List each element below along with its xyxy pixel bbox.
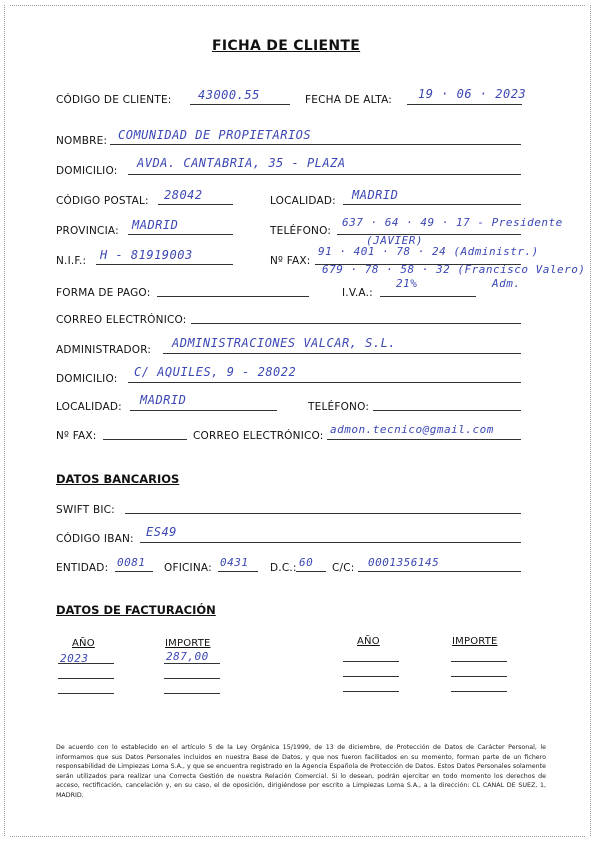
codigo-postal-value[interactable]: 28042: [164, 188, 203, 202]
nombre-value[interactable]: COMUNIDAD DE PROPIETARIOS: [118, 128, 312, 142]
nif-line: [96, 264, 233, 265]
swift-line: [125, 513, 521, 514]
page-title: FICHA DE CLIENTE: [212, 38, 361, 54]
fecha-alta-line: [407, 104, 522, 105]
fecha-alta-label: FECHA DE ALTA:: [305, 94, 392, 106]
fax-value[interactable]: 91 · 401 · 78 · 24 (Administr.): [318, 245, 539, 258]
domicilio-label: DOMICILIO:: [56, 165, 118, 177]
administrador-line: [163, 353, 521, 354]
col-importe-left: IMPORTE: [165, 638, 211, 649]
fact-line: [451, 661, 507, 662]
dc-label: D.C.:: [270, 562, 297, 574]
codigo-postal-line: [158, 204, 233, 205]
codigo-cliente-value[interactable]: 43000.55: [198, 88, 260, 102]
provincia-label: PROVINCIA:: [56, 225, 119, 237]
iban-value[interactable]: ES49: [146, 525, 177, 539]
localidad2-label: LOCALIDAD:: [56, 401, 122, 413]
fact-line: [343, 661, 399, 662]
codigo-postal-label: CÓDIGO POSTAL:: [56, 195, 149, 207]
correo2-label: CORREO ELECTRÓNICO:: [193, 430, 324, 442]
oficina-value[interactable]: 0431: [220, 556, 249, 569]
col-ano-left: AÑO: [72, 638, 95, 649]
swift-label: SWIFT BIC:: [56, 504, 115, 516]
fact-line: [164, 663, 220, 664]
perforation-right: [590, 5, 591, 836]
iva-line: [380, 296, 476, 297]
administrador-value[interactable]: ADMINISTRACIONES VALCAR, S.L.: [172, 336, 397, 350]
iva-label: I.V.A.:: [342, 287, 373, 299]
telefono-note: (JAVIER): [366, 234, 423, 247]
fact-line: [451, 676, 507, 677]
nombre-line: [110, 144, 521, 145]
localidad-line: [343, 204, 521, 205]
dc-line: [296, 571, 326, 572]
localidad2-value[interactable]: MADRID: [140, 393, 187, 407]
cc-value[interactable]: 0001356145: [368, 556, 440, 569]
dc-value[interactable]: 60: [299, 556, 314, 569]
provincia-value[interactable]: MADRID: [132, 218, 179, 232]
fact-line: [343, 676, 399, 677]
col-importe-right: IMPORTE: [452, 636, 498, 647]
administrador-label: ADMINISTRADOR:: [56, 344, 152, 356]
telefono2-line: [373, 410, 521, 411]
col-ano-right: AÑO: [357, 636, 380, 647]
fact-line: [58, 678, 114, 679]
localidad-label: LOCALIDAD:: [270, 195, 336, 207]
fax-value-2[interactable]: 679 · 78 · 58 · 32 (Francisco Valero): [322, 263, 586, 276]
nif-label: N.I.F.:: [56, 255, 87, 267]
facturacion-heading: DATOS DE FACTURACIÓN: [56, 603, 216, 617]
forma-pago-line: [157, 296, 309, 297]
fax2-label: Nº FAX:: [56, 430, 97, 442]
oficina-label: OFICINA:: [164, 562, 212, 574]
perforation-left: [4, 5, 5, 836]
localidad2-line: [130, 410, 277, 411]
datos-bancarios-heading: DATOS BANCARIOS: [56, 472, 180, 486]
correo2-line: [327, 439, 521, 440]
correo-line: [191, 323, 521, 324]
fact-row1-importe[interactable]: 287,00: [166, 650, 209, 663]
domicilio2-value[interactable]: C/ AQUILES, 9 - 28022: [134, 365, 297, 379]
telefono2-label: TELÉFONO:: [308, 401, 370, 413]
iban-label: CÓDIGO IBAN:: [56, 533, 134, 545]
iban-line: [140, 542, 521, 543]
iva-value[interactable]: 21%: [396, 277, 418, 290]
domicilio2-label: DOMICILIO:: [56, 373, 118, 385]
oficina-line: [218, 571, 258, 572]
fact-line: [451, 691, 507, 692]
fact-line: [164, 693, 220, 694]
entidad-label: ENTIDAD:: [56, 562, 109, 574]
provincia-line: [128, 234, 233, 235]
telefono-value[interactable]: 637 · 64 · 49 · 17 - Presidente: [342, 216, 563, 229]
fact-line: [58, 693, 114, 694]
perforation-top: [10, 5, 585, 6]
domicilio-line: [128, 174, 521, 175]
cc-line: [358, 571, 521, 572]
fax-note: Adm.: [492, 277, 521, 290]
fact-row1-ano[interactable]: 2023: [60, 652, 89, 665]
fax2-line: [103, 439, 187, 440]
domicilio-value[interactable]: AVDA. CANTABRIA, 35 - PLAZA: [137, 156, 346, 170]
fact-line: [164, 678, 220, 679]
localidad-value[interactable]: MADRID: [352, 188, 399, 202]
perforation-bottom: [10, 836, 585, 837]
nombre-label: NOMBRE:: [56, 135, 108, 147]
correo2-value[interactable]: admon.tecnico@gmail.com: [330, 423, 494, 436]
correo-label: CORREO ELECTRÓNICO:: [56, 314, 187, 326]
forma-pago-label: FORMA DE PAGO:: [56, 287, 151, 299]
cc-label: C/C:: [332, 562, 355, 574]
nif-value[interactable]: H - 81919003: [100, 248, 193, 262]
telefono-line: [337, 234, 521, 235]
codigo-cliente-line: [190, 104, 290, 105]
domicilio2-line: [128, 382, 521, 383]
entidad-line: [115, 571, 153, 572]
fecha-alta-value[interactable]: 19 · 06 · 2023: [418, 87, 527, 101]
codigo-cliente-label: CÓDIGO DE CLIENTE:: [56, 94, 172, 106]
fact-line: [58, 663, 114, 664]
fact-line: [343, 691, 399, 692]
entidad-value[interactable]: 0081: [117, 556, 146, 569]
fax-label: Nº FAX:: [270, 255, 311, 267]
telefono-label: TELÉFONO:: [270, 225, 332, 237]
legal-notice: De acuerdo con lo establecido en el artículo 5 de la Ley Orgánica 15/1999, de 13 de diciembre, de Protección de Datos de Carácter Personal, le informamos que sus Datos Personales incluidos en nuestra Base de Datos, y que nos fueron facilitados en su momento, forman parte de un fichero responsabilidad de Limpiezas Loma S.A., y que se encuentra registrado en la Agencia Española de Protección de Datos. Estos Datos Personales solamente serán utilizados para realizar una Correcta Gestión de nuestra Relación Comercial. Si lo desean, podrán ejercitar en todo momento los derechos de acceso, rectificación, cancelación y, en su caso, el de oposición, dirigiéndose por escrito a Limpiezas Loma S.A., a la dirección: CL CANAL DE SUEZ, 1, MADRID.: [56, 744, 546, 799]
